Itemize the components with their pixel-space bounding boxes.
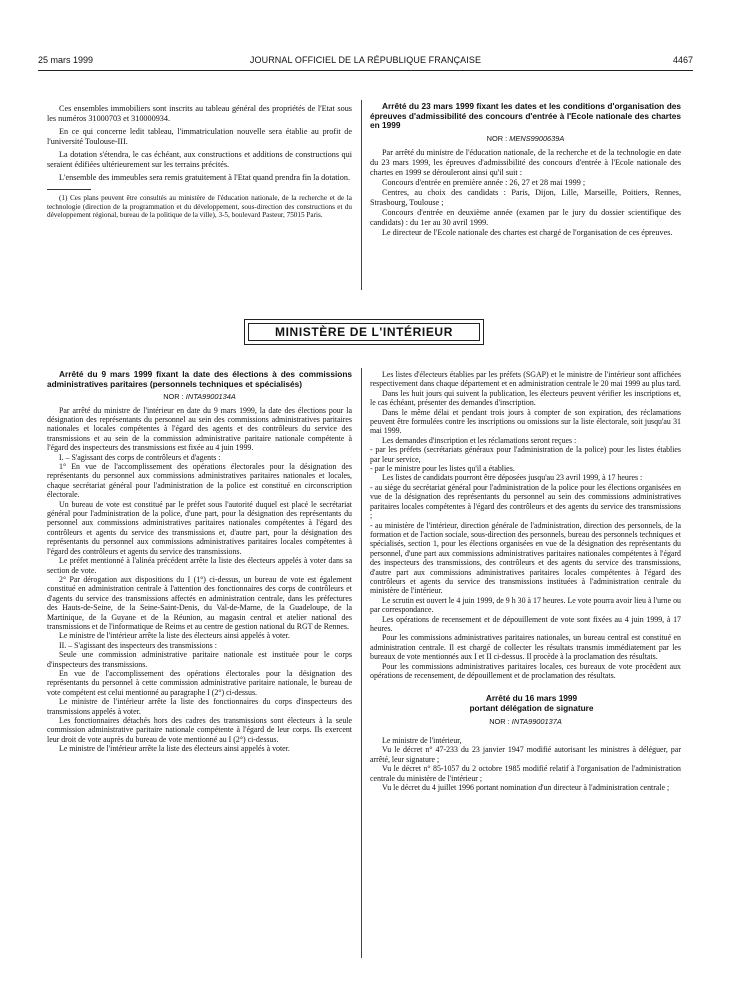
decree-title: Arrêté du 16 mars 1999 — [485, 693, 578, 704]
column-divider-bottom — [361, 368, 362, 958]
paragraph: Les fonctionnaires détachés hors des cadres des transmissions sont électeurs à la seule commission administrative paritaire nationale compétente à l'égard de leur corps. Ils exercent leur droit de vote auprès du bureau de vote mentionné au I (2°) ci-dessus. — [47, 716, 352, 744]
paragraph: Les demandes d'inscription et les réclamations seront reçues : — [382, 435, 577, 445]
paragraph: Dans le même délai et pendant trois jours à compter de son expiration, des réclamations peuvent être formulées contre les inscriptions ou omissions sur la liste électorale, soit jusqu'au 31 mai 1999. — [370, 407, 681, 436]
header-page-number: 4467 — [672, 55, 693, 65]
paragraph: Par arrêté du ministre de l'éducation nationale, de la recherche et de la technologie en date du 23 mars 1999, les épreuves d'admissibilité des concours d'entrée à l'Ecole nationale des chartes en 1999 se dérouleront ainsi qu'il suit : — [370, 147, 681, 177]
paragraph: Par arrêté du ministre de l'intérieur en date du 9 mars 1999, la date des élections pour la désignation des représentants du personnel au sein des commissions administratives paritaires nationales et locales compétentes à l'égard des agents et des contrôleurs du service des transmissions et au sein de la commission administrative paritaire nationale compétente à l'égard des inspecteurs des transmissions est fixée au 4 juin 1999. — [47, 405, 352, 453]
bottom-right-column — [370, 370, 681, 792]
paragraph: Concours d'entrée en deuxième année (examen par le jury du dossier scientifique des candidats) : du 1er au 30 avril 1999. — [370, 207, 681, 227]
nor-label: NOR : — [489, 716, 512, 726]
footnote-rule — [47, 189, 91, 190]
paragraph: Les listes d'électeurs établies par les préfets (SGAP) et le ministre de l'intérieur sont affichées respectivement dans chaque département et en administration centrale le 20 mai 1999 au plus tard. — [370, 370, 681, 389]
paragraph: Le ministre de l'intérieur arrête la liste des fonctionnaires du corps d'inspecteurs des transmissions appelés à voter. — [47, 697, 352, 716]
list-item: - au ministère de l'intérieur, direction générale de l'administration, direction des personnels, de la formation et de l'action sociale, sous-direction des personnels, bureau des personnels techniques et spécialisés, section 1, pour les élections organisées en vue de la désignation des représentants du personnel, d'une part aux commissions administratives paritaires nationales compétentes à l'égard des inspecteurs des transmissions, des contrôleurs et des agents du service des transmissions, d'autre part aux commissions administratives paritaires locales compétentes à l'égard des contrôleurs et agents du service des transmissions instituées à l'administration centrale du ministère de l'intérieur. — [370, 520, 681, 596]
list-item: - par le ministre pour les listes qu'il a établies. — [370, 464, 515, 474]
top-left-column — [47, 104, 352, 220]
paragraph: Le scrutin est ouvert le 4 juin 1999, de 9 h 30 à 17 heures. Le vote pourra avoir lieu à l'urne ou par correspondance. — [370, 595, 681, 615]
paragraph: Le préfet mentionné à l'alinéa précédent arrête la liste des électeurs appelés à voter dans sa section de vote. — [47, 556, 352, 575]
paragraph: Dans les huit jours qui suivent la publication, les électeurs peuvent vérifier les inscriptions et, le cas échéant, présenter des demandes d'inscription. — [370, 388, 681, 408]
footnote: (1) Ces plans peuvent être consultés au ministère de l'éducation nationale, de la recherche et de la technologie (direction de la programmation et du développement, sous-direction des constructions et du développement régional, bureau de la politique de la ville), 3-5, boulevard Pasteur, 75015 Paris. — [47, 194, 352, 220]
paragraph: L'ensemble des immeubles sera remis gratuitement à l'Etat quand prendra fin la dotation. — [59, 173, 351, 182]
paragraph: Pour les commissions administratives paritaires nationales, un bureau central est constitué en administration centrale. Il est chargé de collecter les résultats transmis immédiatement par les bureaux de vote mentionnés aux I et II ci-dessus. Il procède à la proclamation des résultats. — [370, 633, 681, 662]
paragraph: Le ministre de l'intérieur, — [382, 736, 462, 745]
nor-label: NOR : — [163, 392, 186, 402]
paragraph: 2° Par dérogation aux dispositions du I (1°) ci-dessus, un bureau de vote est également constitué en administration centrale à l'attention des fonctionnaires des corps de contrôleurs et d'agents du service des transmissions affectés en administration centrale, dans les préfectures des Hauts-de-Seine, de la Seine-Saint-Denis, du Val-de-Marne, de la Guadeloupe, de la Martinique, de la Guyane et de la Réunion, au magasin central et atelier national des transmissions et de l'informatique de Reims et au centre de gestion national du RGT de Rennes. — [47, 574, 352, 631]
paragraph: Seule une commission administrative paritaire nationale est instituée pour le corps d'inspecteurs des transmissions. — [47, 650, 352, 669]
paragraph: Vu le décret n° 47-233 du 23 janvier 1947 modifié autorisant les ministres à déléguer, par arrêté, leur signature ; — [370, 745, 681, 764]
nor-label: NOR : — [486, 133, 510, 143]
paragraph: La dotation s'étendra, le cas échéant, aux constructions et additions de constructions qui seraient édifiées ultérieurement sur les terrains précités. — [47, 150, 352, 169]
paragraph: Le ministre de l'intérieur arrête la liste des électeurs ainsi appelés à voter. — [59, 744, 290, 754]
ministry-heading-box — [244, 319, 484, 345]
paragraph: Les opérations de recensement et de dépouillement de vote sont fixées au 4 juin 1999, à 17 heures. — [370, 614, 681, 633]
nor-reference — [47, 392, 352, 401]
top-right-column — [370, 102, 681, 238]
paragraph: Le directeur de l'Ecole nationale des chartes est chargé de l'organisation de ces épreuves. — [382, 227, 673, 237]
decree-subtitle: portant délégation de signature — [469, 703, 594, 713]
paragraph: II. – S'agissant des inspecteurs des transmissions : — [59, 640, 217, 650]
nor-reference — [370, 717, 681, 726]
paragraph: 1° En vue de l'accomplissement des opérations électorales pour la désignation des représentants du personnel aux commissions administratives paritaires nationales et locales, chaque secrétariat général pour l'administration de la police est constitué en circonscription électorale. — [47, 462, 352, 500]
paragraph: Vu le décret n° 85-1057 du 2 octobre 1985 modifié relatif à l'organisation de l'administration centrale du ministère de l'intérieur ; — [370, 764, 681, 783]
header-title: JOURNAL OFFICIEL DE LA RÉPUBLIQUE FRANÇAISE — [249, 55, 482, 65]
ministry-heading: MINISTÈRE DE L'INTÉRIEUR — [275, 325, 453, 339]
spacer — [370, 680, 681, 694]
page-header — [38, 55, 693, 69]
paragraph: I. – S'agissant des corps de contrôleurs et d'agents : — [59, 452, 221, 462]
paragraph: Le ministre de l'intérieur arrête la liste des électeurs ainsi appelés à voter. — [59, 631, 290, 641]
paragraph: Vu le décret du 4 juillet 1996 portant nomination d'un directeur à l'administration centrale ; — [382, 783, 670, 793]
nor-code: MENS9900639A — [509, 133, 565, 143]
paragraph: Ces ensembles immobiliers sont inscrits au tableau général des propriétés de l'Etat sous les numéros 31000703 et 310000934. — [47, 104, 352, 123]
paragraph: En ce qui concerne ledit tableau, l'immatriculation nouvelle sera établie au profit de l'université Toulouse-III. — [47, 127, 352, 146]
nor-reference — [370, 134, 681, 144]
header-date: 25 mars 1999 — [38, 55, 94, 65]
paragraph: Un bureau de vote est constitué par le préfet sous l'autorité duquel est placé le secrétariat général pour l'administration de la police, d'une part, pour la désignation des représentants du personnel aux commissions administratives paritaires nationales compétentes à l'égard des contrôleurs et agents du service des transmissions et, d'autre part, pour la désignation des représentants du personnel aux commissions administratives paritaires locales compétentes à l'égard des contrôleurs et agents du service des transmissions. — [47, 499, 352, 556]
header-rule — [38, 70, 693, 71]
paragraph: Pour les commissions administratives paritaires locales, ces bureaux de vote procèdent aux opérations de recensement, de dépouillement et de proclamation des résultats. — [370, 661, 681, 680]
decree-title: Arrêté du 23 mars 1999 fixant les dates et les conditions d'organisation des épreuves d'admissibilité des concours d'entrée à l'Ecole nationale des chartes en 1999 — [370, 101, 681, 131]
bottom-left-column — [47, 370, 352, 754]
nor-code: INTA9900137A — [511, 716, 562, 726]
decree-title: Arrêté du 9 mars 1999 fixant la date des élections à des commissions administratives paritaires (personnels techniques et spécialisés) — [47, 369, 352, 389]
column-divider-top — [361, 100, 362, 290]
list-item: - par les préfets (secrétariats généraux pour l'administration de la police) pour les listes établies par leur service, — [370, 445, 681, 464]
list-item: - au siège du secrétariat général pour l'administration de la police pour les élections organisées en vue de la désignation des représentants du personnel au sein des commissions administratives paritaires locales compétentes à l'égard des contrôleurs et des agents du service des transmissions ; — [370, 482, 681, 521]
paragraph: Concours d'entrée en première année : 26, 27 et 28 mai 1999 ; — [382, 177, 586, 187]
nor-code: INTA9900134A — [185, 392, 236, 402]
paragraph: Centres, au choix des candidats : Paris, Dijon, Lille, Marseille, Poitiers, Rennes, Strasbourg, Toulouse ; — [370, 187, 681, 207]
paragraph: En vue de l'accomplissement des opérations électorales pour la désignation des représentants du personnel à cette commission administrative paritaire nationale, le bureau de vote compétent est celui mentionné au paragraphe I (2°) ci-dessus. — [47, 668, 352, 697]
paragraph: Les listes de candidats pourront être déposées jusqu'au 23 avril 1999, à 17 heures : — [382, 473, 643, 483]
